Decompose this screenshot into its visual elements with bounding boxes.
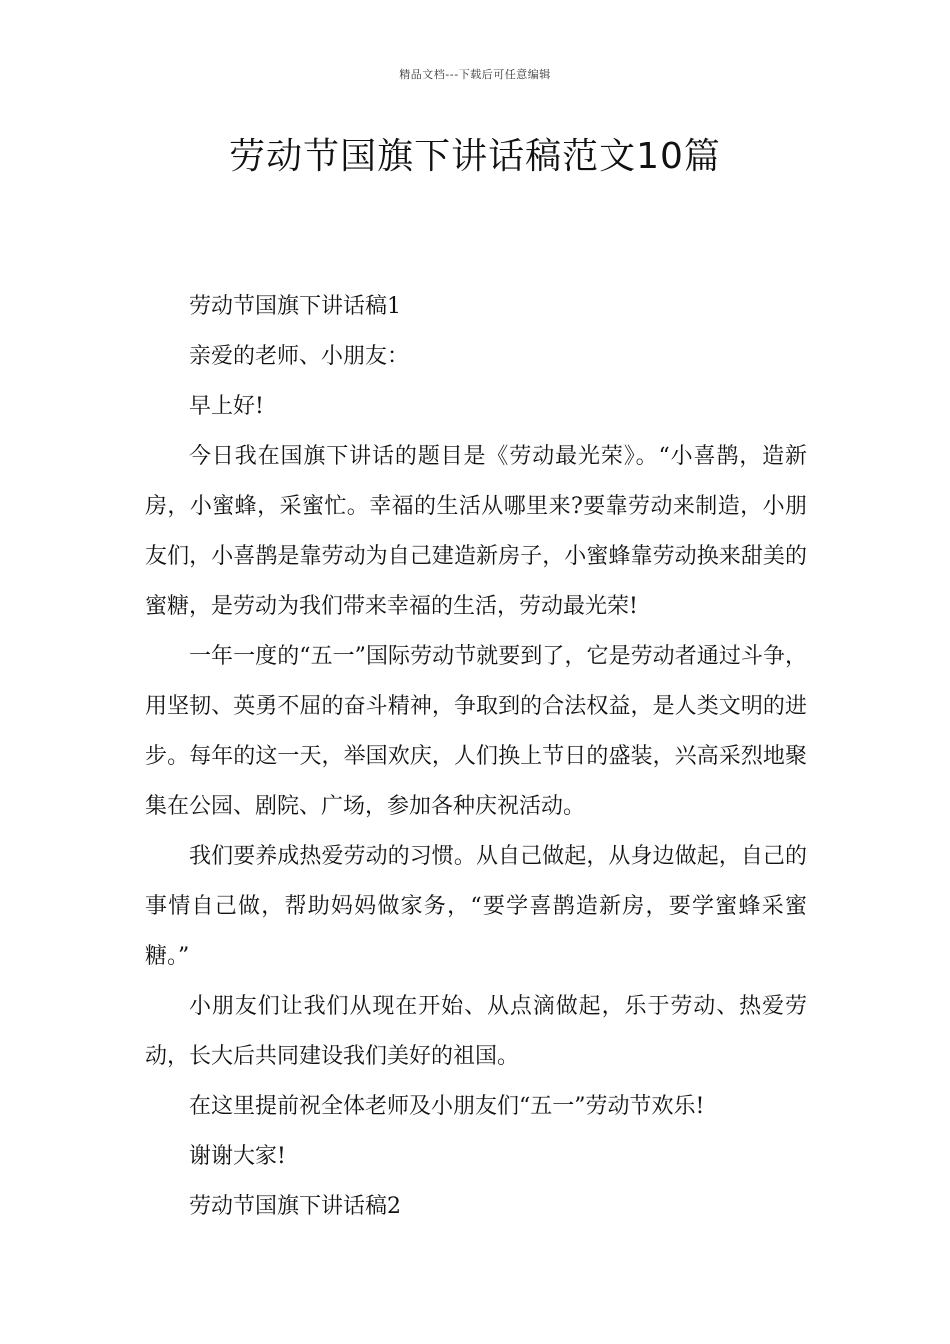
page-header-note: 精品文档---下载后可任意编辑	[399, 68, 551, 81]
body-paragraph: 一年一度的“五一”国际劳动节就要到了，它是劳动者通过斗争，用坚韧、英勇不屈的奋斗精神，争取到的合法权益，是人类文明的进步。每年的这一天，举国欢庆，人们换上节日的盛装，兴高采烈地聚集在公园、剧院、广场，参加各种庆祝活动。	[145, 644, 807, 819]
document-body	[145, 282, 807, 1232]
section-heading-1: 劳动节国旗下讲话稿1	[189, 294, 401, 319]
body-paragraph: 我们要养成热爱劳动的习惯。从自己做起，从身边做起，自己的事情自己做，帮助妈妈做家务，“要学喜鹊造新房，要学蜜蜂采蜜糖。”	[145, 844, 807, 969]
body-paragraph: 小朋友们让我们从现在开始、从点滴做起，乐于劳动、热爱劳动，长大后共同建设我们美好的祖国。	[145, 994, 807, 1069]
section-heading-2: 劳动节国旗下讲话稿2	[189, 1194, 401, 1219]
closing-thanks: 谢谢大家!	[189, 1144, 286, 1169]
body-paragraph: 在这里提前祝全体老师及小朋友们“五一”劳动节欢乐!	[189, 1094, 705, 1119]
salutation: 亲爱的老师、小朋友：	[189, 344, 410, 369]
document-title: 劳动节国旗下讲话稿范文10篇	[229, 136, 721, 177]
greeting: 早上好!	[189, 394, 264, 419]
body-paragraph: 今日我在国旗下讲话的题目是《劳动最光荣》。“小喜鹊，造新房，小蜜蜂，采蜜忙。幸福的生活从哪里来?要靠劳动来制造，小朋友们，小喜鹊是靠劳动为自己建造新房子，小蜜蜂靠劳动换来甜美的蜜糖，是劳动为我们带来幸福的生活，劳动最光荣!	[145, 444, 807, 619]
